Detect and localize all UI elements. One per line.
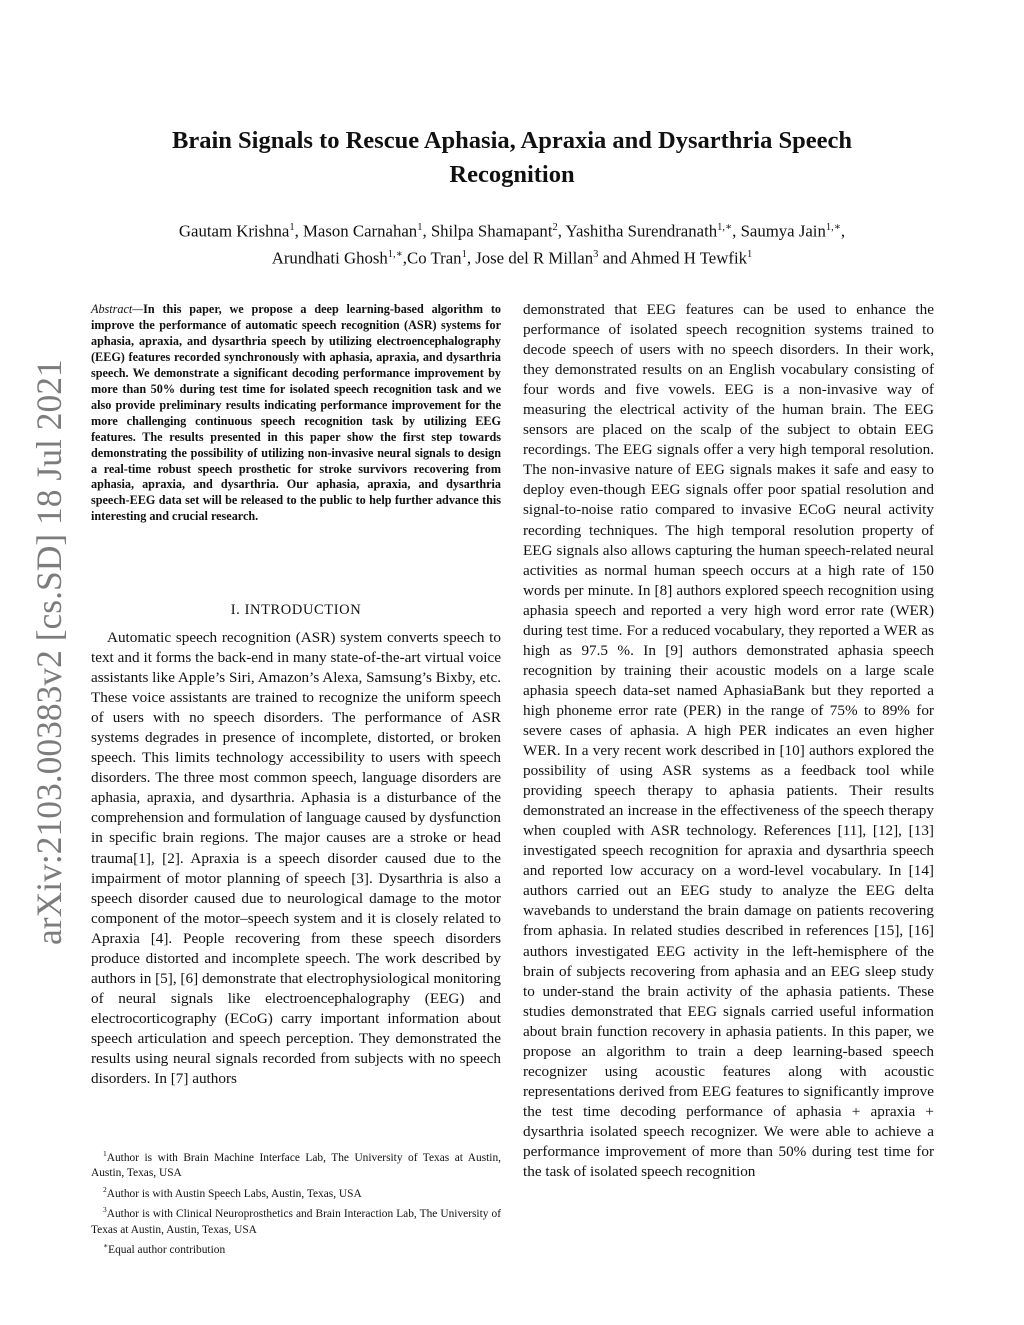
paper-title: Brain Signals to Rescue Aphasia, Apraxia and Dysarthria Speech Recognition <box>172 127 852 188</box>
author-affiliation-mark: 1,∗ <box>717 222 733 233</box>
footnote-mark: 2 <box>103 1184 107 1194</box>
author-name: Arundhati Ghosh <box>271 248 388 268</box>
footnote <box>91 1202 501 1238</box>
author-separator: , <box>840 221 846 241</box>
author-affiliation-mark: 3 <box>593 248 599 260</box>
intro-column-left <box>91 628 501 1089</box>
footnote-text: Author is with Austin Speech Labs, Austin, Texas, USA <box>106 1187 362 1200</box>
abstract-text: In this paper, we propose a deep learning-based algorithm to improve the performance of automatic speech recognition (ASR) systems for aphasia, apraxia, and dysarthria speech by utilizing electroencephalography (EEG) features recorded synchronously with aphasia, apraxia, and dysarthria speech. We demonstrate a significant decoding performance improvement by more than 50% during test time for isolated speech recognition task and we also provide preliminary results indicating performance improvement for the more challenging continuous speech recognition task by utilizing EEG features. The results presented in this paper show the first step towards demonstrating the possibility of utilizing non-invasive neural signals to design a real-time robust speech prosthetic for stroke survivors recovering from aphasia, apraxia, and dysarthria. Our aphasia, apraxia, and dysarthria speech-EEG data set will be released to the public to help further advance this interesting and crucial research. <box>91 302 501 524</box>
intro-paragraph: Automatic speech recognition (ASR) system converts speech to text and it forms the back-end in many state-of-the-art virtual voice assistants like Apple’s Siri, Amazon’s Alexa, Samsung’s Bixby, etc. These voice assistants are trained to recognize the uniform speech of users with no speech disorders. The performance of ASR systems degrades in presence of incomplete, distorted, or broken speech. This limits technology accessibility to users with speech disorders. The three most common speech, language disorders are aphasia, apraxia, and dysarthria. Aphasia is a disturbance of the comprehension and formulation of language caused by dysfunction in specific brain regions. The major causes are a stroke or head trauma[1], [2]. Apraxia is a speech disorder caused due to the impairment of motor planning of speech [3]. Dysarthria is also a speech disorder caused due to neurological damage to the motor component of the motor–speech system and it is closely related to Apraxia [4]. People recovering from these speech disorders produce distorted and incomplete speech. The work described by authors in [5], [6] demonstrate that electrophysiological monitoring of neural signals like electroencephalography (EEG) and electrocorticography (ECoG) carry important information about speech articulation and speech perception. They demonstrated the results using neural signals recorded from subjects with no speech disorders. In [7] authors <box>91 629 501 1088</box>
author-affiliation-mark: 1,∗ <box>825 222 841 233</box>
footnote-text: Author is with Brain Machine Interface Lab, The University of Texas at Austin, Austin, Texas, USA <box>91 1151 501 1180</box>
author-name: Gautam Krishna <box>178 221 290 241</box>
author-affiliation-mark: 1 <box>289 222 295 233</box>
section-heading-introduction: I. INTRODUCTION <box>230 602 362 618</box>
footnote-text: Author is with Clinical Neuroprosthetics and Brain Interaction Lab, The University of Texas at Austin, Austin, Texas, USA <box>91 1208 501 1236</box>
author-separator: , <box>422 221 431 241</box>
arxiv-identifier: arXiv:2103.00383v2 [cs.SD] 18 Jul 2021 <box>29 359 69 945</box>
author-name: Co Tran <box>407 248 462 268</box>
author-affiliation-mark: 2 <box>552 222 558 233</box>
footnote-mark: 1 <box>103 1149 107 1158</box>
footnotes <box>91 1146 501 1259</box>
author-separator: , <box>294 221 303 241</box>
author-affiliation-mark: 1 <box>461 248 467 260</box>
abstract-label: Abstract— <box>91 302 144 316</box>
footnote-text: Equal author contribution <box>108 1244 226 1257</box>
author-name: Saumya Jain <box>740 221 826 241</box>
author-name: Jose del R Millan <box>475 248 594 268</box>
footnote-mark: ∗ <box>103 1241 109 1251</box>
author-separator: , <box>466 248 476 268</box>
abstract <box>91 302 501 525</box>
footnote <box>91 1238 501 1258</box>
intro-column-right <box>523 300 934 1182</box>
author-name: Yashitha Surendranath <box>565 221 718 241</box>
intro-paragraph-continued: demonstrated that EEG features can be used to enhance the performance of isolated speech recognition systems trained to decode speech of users with no speech disorders. In their work, they demonstrated results on an English vocabulary consisting of four words and five vowels. EEG is a non-invasive way of measuring the electrical activity of the human brain. The EEG sensors are placed on the scalp of the subject to obtain EEG recordings. The EEG signals offer a very high temporal resolution. The non-invasive nature of EEG signals makes it safe and easy to deploy even-though EEG signals offer poor spatial resolution and signal-to-noise ratio compared to invasive ECoG neural activity recording techniques. The high temporal resolution property of EEG signals also allows capturing the human speech-related neural activities as normal human speech occurs at a high rate of 150 words per minute. In [8] authors explored speech recognition using aphasia speech and reported a very high word error rate (WER) during test time. For a reduced vocabulary, they reported a WER as high as 97.5 %. In [9] authors demonstrated aphasia speech recognition by training their acoustic models on a large scale aphasia speech data-set named AphasiaBank but they reported a high phoneme error rate (PER) in the range of 75% to 89% for severe cases of aphasia. A high PER indicates an even higher WER. In a very recent work described in [10] authors explored the possibility of using ASR systems as a feedback tool while providing speech therapy to aphasia patients. Their results demonstrated an increase in the effectiveness of the speech therapy when coupled with ASR technology. References [11], [12], [13] investigated speech recognition for apraxia and dysarthria speech and reported low accuracy on a word-level vocabulary. In [14] authors carried out an EEG study to analyze the EEG delta wavebands to understand the brain damage on patients recovering from aphasia. In related studies described in references [15], [16] authors investigated EEG activity in the left-hemisphere of the brain of subjects recovering from aphasia and an EEG sleep study to under-stand the brain activity of the aphasia patients. These studies demonstrated that EEG signals carried useful information about brain function recovery in aphasia patients. In this paper, we propose an algorithm to train a deep learning-based speech recognizer using acoustic features along with acoustic representations derived from EEG features to significantly improve the test time decoding performance of aphasia + apraxia + dysarthria isolated speech recognizer. We were able to achieve a performance improvement of more than 50% during test time for the task of isolated speech recognition <box>523 301 934 1181</box>
author-separator: and <box>598 248 631 268</box>
footnote-mark: 3 <box>103 1205 107 1215</box>
footnote <box>91 1182 501 1202</box>
author-separator: , <box>557 221 566 241</box>
author-name: Ahmed H Tewfik <box>630 248 748 268</box>
author-name: Shilpa Shamapant <box>430 221 553 241</box>
footnote <box>91 1146 501 1182</box>
author-list <box>110 216 914 269</box>
author-affiliation-mark: 1 <box>747 248 753 260</box>
author-affiliation-mark: 1 <box>417 222 423 233</box>
author-separator: , <box>402 248 407 268</box>
author-name: Mason Carnahan <box>303 221 418 241</box>
author-separator: , <box>732 221 741 241</box>
author-affiliation-mark: 1,∗ <box>387 248 403 260</box>
